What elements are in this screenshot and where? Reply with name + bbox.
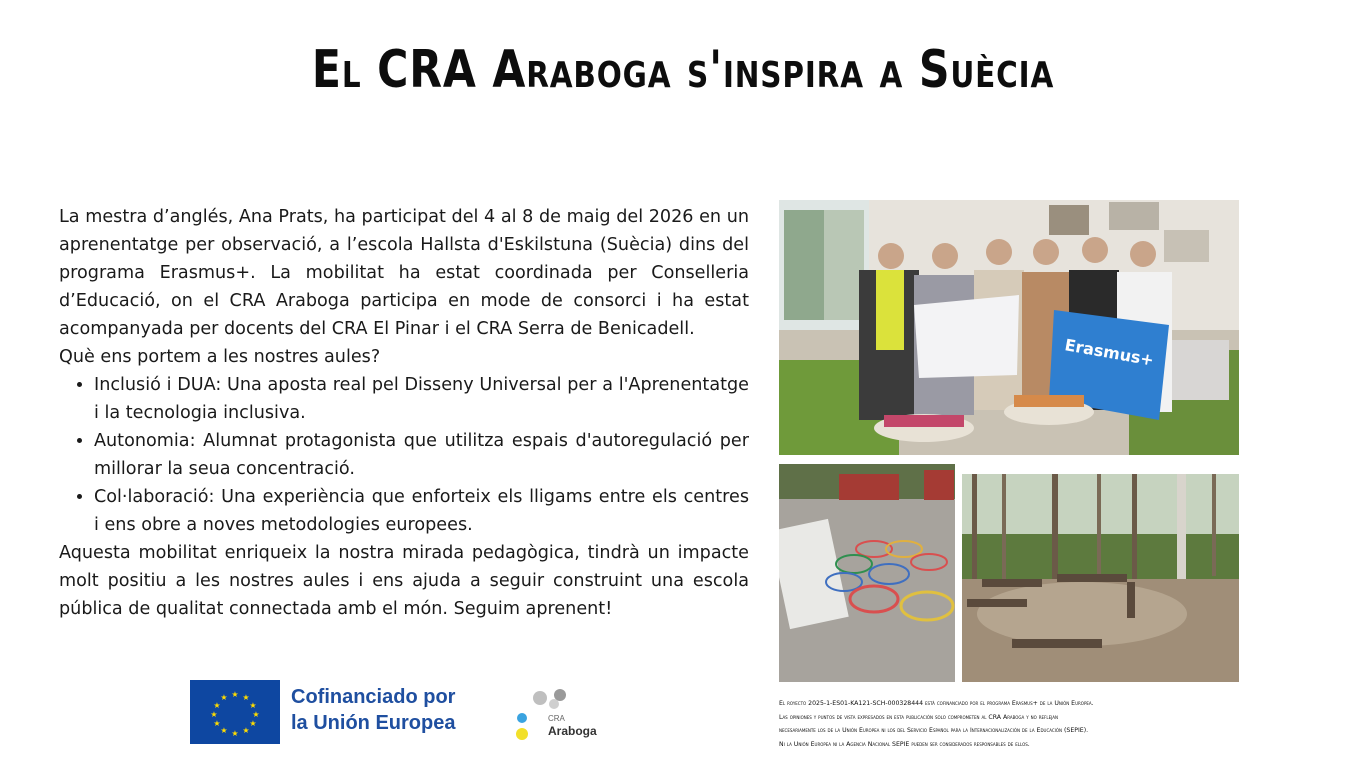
closing-paragraph: Aquesta mobilitat enriqueix la nostra mirada pedagògica, tindrà un impacte molt positiu a les nostres aules i ens ajuda a seguir construint una escola pública de qualitat connectada amb el món. Seguim aprenent! bbox=[59, 543, 749, 619]
svg-text:★: ★ bbox=[231, 690, 239, 699]
disclaimer-line: necesariamente los de la Unión Europea ni los del Servicio Español para la Internacionalización de la Educación (SEPIE). bbox=[779, 727, 1089, 734]
svg-text:★: ★ bbox=[252, 710, 260, 719]
bullet-collaboration: • Col·laboració: Una experiència que enforteix els lligams entre els centres i ens obre a noves metodologies europees. bbox=[94, 483, 749, 539]
funding-disclaimer bbox=[779, 697, 1249, 751]
group-photo bbox=[779, 200, 1239, 455]
eu-flag-logo bbox=[190, 680, 280, 744]
disclaimer-line: Las opiniones y puntos de vista expresados en esta publicación solo comprometen al CRA Araboga y no reflejan bbox=[779, 713, 1058, 721]
eu-line-2: la Unión Europea bbox=[291, 712, 456, 734]
erasmus-banner-text: Erasmus+ bbox=[1063, 335, 1156, 370]
article-body bbox=[59, 203, 749, 623]
svg-text:★: ★ bbox=[242, 693, 250, 702]
page-title: El CRA Araboga s'inspira a Suècia bbox=[311, 40, 1055, 100]
cra-brand-label: Araboga bbox=[548, 724, 597, 738]
disclaimer-line: Ni la Unión Europea ni la Agencia Nacional SEPIE pueden ser considerados responsables de ellos. bbox=[779, 740, 1030, 748]
svg-text:★: ★ bbox=[210, 710, 218, 719]
forest-photo bbox=[962, 474, 1239, 682]
svg-text:★: ★ bbox=[231, 729, 239, 738]
bullet-autonomy: • Autonomia: Alumnat protagonista que utilitza espais d'autoregulació per millorar la seua concentració. bbox=[94, 427, 749, 483]
eu-cofunding-text bbox=[291, 684, 481, 736]
svg-text:★: ★ bbox=[213, 719, 221, 728]
eu-line-1: Cofinanciado por bbox=[291, 686, 456, 708]
intro-paragraph: La mestra d’anglés, Ana Prats, ha participat del 4 al 8 de maig del 2026 en un aprenentatge per observació, a l’escola Hallsta d'Eskilstuna (Suècia) dins del programa Erasmus+. La mobilitat ha estat coordinada per Conselleria d’Educació, on el CRA Araboga participa en mode de consorci i ha estat acompanyada per docents del CRA El Pinar i el CRA Serra de Benicadell. bbox=[59, 207, 749, 339]
question-line: Què ens portem a les nostres aules? bbox=[59, 347, 381, 367]
hopscotch-photo bbox=[779, 464, 955, 682]
bullet-inclusion: • Inclusió i DUA: Una aposta real pel Disseny Universal per a l'Aprenentatge i la tecnologia inclusiva. bbox=[94, 371, 749, 427]
svg-text:★: ★ bbox=[249, 719, 257, 728]
svg-text:★: ★ bbox=[242, 726, 250, 735]
svg-text:★: ★ bbox=[249, 701, 257, 710]
cra-name-label: CRA bbox=[548, 714, 565, 723]
svg-text:★: ★ bbox=[220, 693, 228, 702]
svg-text:★: ★ bbox=[220, 726, 228, 735]
svg-text:★: ★ bbox=[213, 701, 221, 710]
disclaimer-line: El royecto 2025-1-ES01-KA121-SCH-000328444 está cofinanciado por el programa Erasmus+ de la Unión Europea. bbox=[779, 700, 1094, 707]
bullet-list bbox=[59, 371, 749, 539]
